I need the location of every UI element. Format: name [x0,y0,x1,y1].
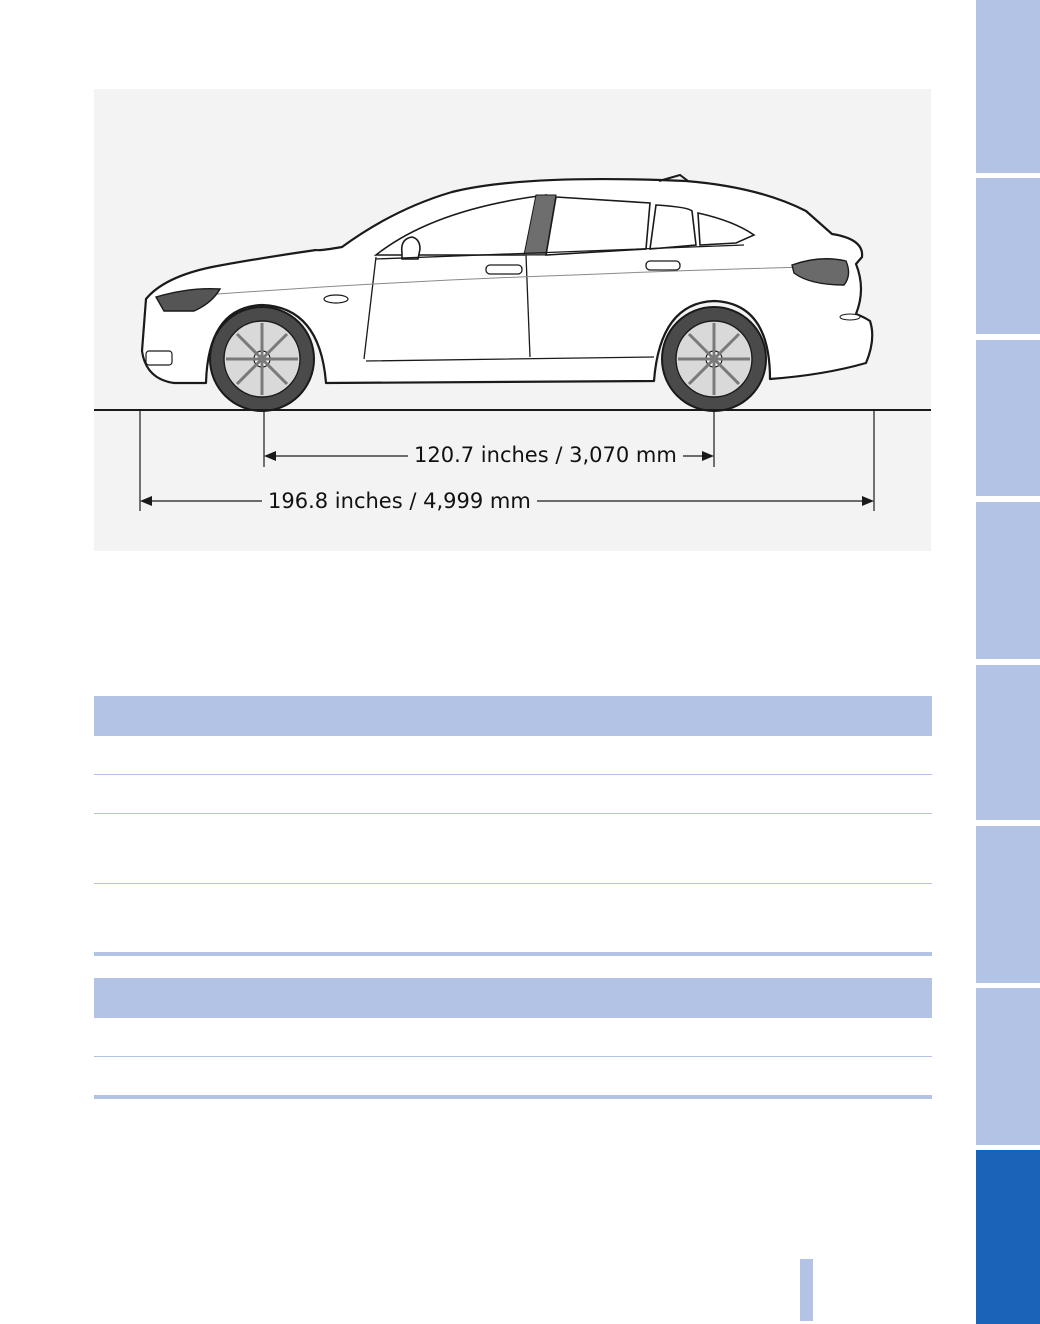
front-door-handle [486,265,522,274]
fog-light [146,351,172,365]
rear-wheel [662,307,766,411]
front-wheel [210,307,314,411]
table-header [94,978,932,1018]
rear-quarter-window [650,205,696,249]
overall-length-label: 196.8 inches / 4,999 mm [262,488,537,514]
table-row [94,1057,932,1095]
chapter-tab-7[interactable] [976,988,1040,1145]
chapter-tab-5[interactable] [976,665,1040,820]
table-bottom-rule [94,952,932,956]
chapter-tab-strip [976,0,1040,1324]
chapter-tab-4[interactable] [976,502,1040,659]
chapter-tab-3[interactable] [976,340,1040,496]
table-row [94,814,932,884]
chapter-tab-2[interactable] [976,178,1040,334]
side-mirror [402,237,420,259]
vehicle-side-view-drawing [94,89,931,551]
table-row [94,884,932,952]
side-repeater [324,295,348,303]
table-row [94,775,932,814]
table-row [94,1018,932,1057]
vehicle-dimensions-figure [94,89,931,551]
chapter-tab-6[interactable] [976,826,1040,983]
table-row [94,736,932,775]
rear-door-window [546,197,650,255]
table-header [94,696,932,736]
specification-table-1 [94,696,932,956]
table-bottom-rule [94,1095,932,1099]
wheelbase-label: 120.7 inches / 3,070 mm [408,442,683,468]
rear-door-handle [646,261,680,270]
specification-table-2 [94,978,932,1099]
chapter-tab-8-active[interactable] [976,1150,1040,1324]
chapter-tab-1[interactable] [976,0,1040,173]
rear-reflector [840,314,860,320]
page-number-marker [800,1259,813,1321]
